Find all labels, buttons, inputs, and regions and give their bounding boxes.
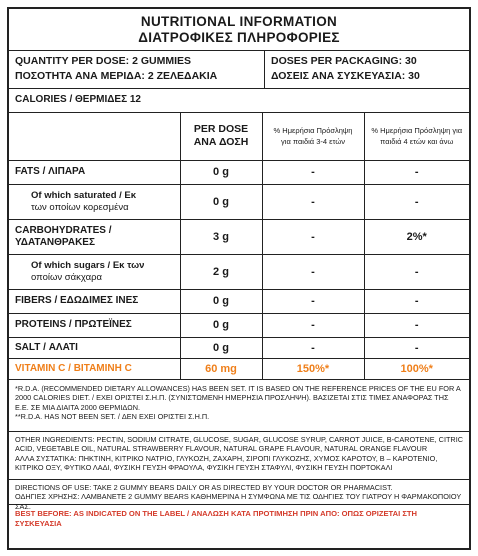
row-value: 2 g	[180, 254, 262, 289]
row-pct-4-plus: -	[364, 184, 469, 219]
quantity-per-dose-gr: ΠΟΣΟΤΗΤΑ ΑΝΑ ΜΕΡΙΔΑ: 2 ΖΕΛΕΔΑΚΙΑ	[15, 70, 218, 82]
row-name-saturated-en: Of which saturated / Εκ	[31, 189, 137, 201]
row-pct-3-4: -	[262, 160, 364, 184]
row-name-fats: FATS / ΛΙΠΑΡΑ	[9, 160, 180, 184]
row-pct-3-4: -	[262, 313, 364, 337]
ingredients-gr: ΑΛΛΑ ΣΥΣΤΑΤΙΚΑ: ΠΗΚΤΙΝΗ, ΚΙΤΡΙΚΟ ΝΑΤΡΙΟ, ΓΛΥΚΟΖΗ, ΖΑΧΑΡΗ, ΣΙΡΟΠΙ ΓΛΥΚΟΖΗΣ, ΧΥΜΟΣ ΚΑΡΟΤΟΥ, Β – ΚΑΡΟΤΕΝΙΟ, ΚΙΤΡΙΚΟ ΟΞΥ, ΦΥΤΙΚΟ ΛΑΔΙ, ΦΥΣΙΚΗ ΓΕΥΣΗ ΦΡΑΟΥΛΑ, ΦΥΣΙΚΗ ΓΕΥΣΗ ΣΤΑΦΥΛΙ, ΦΥΣΙΚΗ ΓΕΥΣΗ ΠΟΡΤΟΚΑΛΙ	[15, 453, 438, 473]
header-pct-4-plus	[364, 113, 469, 160]
directions-en: DIRECTIONS OF USE: TAKE 2 GUMMY BEARS DAILY OR AS DIRECTED BY YOUR DOCTOR OR PHARMACIST.	[15, 482, 393, 492]
row-pct-4-plus: 2%*	[364, 219, 469, 254]
row-pct-4-plus: -	[364, 254, 469, 289]
header-pct-3-4-line1: % Ημερήσια Πρόσληψη	[273, 126, 353, 136]
table-row	[9, 219, 469, 254]
header-pct-3-4	[262, 113, 364, 160]
row-name-saturated	[9, 184, 180, 219]
directions-gr: ΟΔΗΓΙΕΣ ΧΡΗΣΗΣ: ΛΑΜΒΑΝΕΤΕ 2 GUMMY BEARS ΚΑΘΗΜΕΡΙΝΑ Η ΣΥΜΦΩΝΑ ΜΕ ΤΙΣ ΟΔΗΓΙΕΣ ΤΟΥ ΓΙΑΤΡΟΥ Η ΦΑΡΜΑΚΟΠΟΙΟΥ ΣΑΣ.	[15, 492, 462, 511]
header-pct-3-4-line2: για παιδιά 3-4 ετών	[281, 137, 345, 147]
table-row	[9, 160, 469, 184]
row-name-vitamin-c: VITAMIN C / ΒΙΤΑΜΙΝΗ C	[9, 358, 180, 379]
row-pct-4-plus: -	[364, 337, 469, 358]
best-before: BEST BEFORE: AS INDICATED ON THE LABEL / ΑΝΑΛΩΣΗ ΚΑΤΑ ΠΡΟΤΙΜΗΣΗ ΠΡΙΝ ΑΠΟ: ΟΠΩΣ ΟΡΙΖΕΤΑΙ ΣΤΗ ΣΥΣΚΕΥΑΣΙΑ	[15, 508, 418, 528]
row-name-carbs-en: CARBOHYDRATES /	[15, 224, 112, 236]
table-header-row	[9, 113, 469, 160]
row-pct-4-plus: 100%*	[364, 358, 469, 379]
row-value: 3 g	[180, 219, 262, 254]
row-name-salt: SALT / ΑΛΑΤΙ	[9, 337, 180, 358]
quantity-per-dose-en: QUANTITY PER DOSE: 2 GUMMIES	[15, 55, 191, 67]
table-row	[9, 289, 469, 313]
doses-per-packaging	[265, 51, 469, 88]
row-pct-3-4: -	[262, 219, 364, 254]
row-name-saturated-gr: των οποίων κορεσμένα	[31, 201, 129, 213]
header-pct-4-line2: παιδιά 4 ετών και άνω	[380, 137, 454, 147]
rda-footnote	[9, 380, 469, 432]
row-value: 0 g	[180, 160, 262, 184]
header-per-dose	[180, 113, 262, 160]
row-value: 60 mg	[180, 358, 262, 379]
header-empty	[9, 113, 180, 160]
row-pct-3-4: 150%*	[262, 358, 364, 379]
quantity-per-dose	[9, 51, 265, 88]
row-value: 0 g	[180, 337, 262, 358]
row-pct-3-4: -	[262, 184, 364, 219]
table-row	[9, 358, 469, 379]
header-per-dose-gr: ΑΝΑ ΔΟΣΗ	[193, 136, 249, 149]
row-name-sugars-gr: οποίων σάκχαρα	[31, 271, 102, 283]
row-value: 0 g	[180, 313, 262, 337]
rda-note-not-set: **R.D.A. HAS NOT BEEN SET. / ΔΕΝ ΕΧΕΙ ΟΡΙΣΤΕΙ Σ.Η.Π.	[15, 412, 210, 421]
title-greek: ΔΙΑΤΡΟΦΙΚΕΣ ΠΛΗΡΟΦΟΡΙΕΣ	[138, 29, 340, 45]
row-name-fibers: FIBERS / ΕΔΩΔΙΜΕΣ ΙΝΕΣ	[9, 289, 180, 313]
row-value: 0 g	[180, 289, 262, 313]
title-english: NUTRITIONAL INFORMATION	[140, 13, 338, 29]
rda-note-set: *R.D.A. (RECOMMENDED DIETARY ALLOWANCES) HAS BEEN SET. IT IS BASED ON THE REFERENCE PRICES OF THE EU FOR A 2000 CALORIES DIET. / ΕΧΕΙ ΟΡΙΣΤΕΙ Σ.Η.Π. (ΣΥΝΙΣΤΩΜΕΝΗ ΗΜΕΡΗΣΙΑ ΠΡΟΣΛΗΨΗ). ΒΑΣΙΖΕΤΑΙ ΣΤΙΣ ΤΙΜΕΣ ΑΝΑΦΟΡΑΣ ΤΗΣ Ε.Ε. ΣΕ ΜΙΑ ΔΙΑΙΤΑ 2000 ΘΕΡΜΙΔΩΝ.	[15, 383, 461, 412]
row-pct-3-4: -	[262, 254, 364, 289]
row-pct-4-plus: -	[364, 160, 469, 184]
row-value: 0 g	[180, 184, 262, 219]
calories-row: CALORIES / ΘΕΡΜΙΔΕΣ 12	[9, 89, 469, 113]
ingredients-section	[9, 432, 469, 480]
directions-section	[9, 480, 469, 511]
table-row	[9, 254, 469, 289]
nutrition-table	[9, 113, 469, 380]
row-name-proteins: PROTEINS / ΠΡΩΤΕΪΝΕΣ	[9, 313, 180, 337]
doses-per-packaging-gr: ΔΟΣΕΙΣ ΑΝΑ ΣΥΣΚΕΥΑΣΙΑ: 30	[271, 70, 420, 82]
row-pct-3-4: -	[262, 289, 364, 313]
nutrition-label	[7, 7, 471, 550]
row-name-sugars	[9, 254, 180, 289]
ingredients-en: OTHER INGREDIENTS: PECTIN, SODIUM CITRATE, GLUCOSE, SUGAR, GLUCOSE SYRUP, CARROT JUICE, B-CAROTENE, CITRIC ACID, VEGETABLE OIL, NATURAL STRAWBERRY FLAVOUR, NATURAL GRAPE FLAVOUR, NATURAL ORANGE FLAVOUR	[15, 434, 464, 454]
table-row	[9, 184, 469, 219]
header-pct-4-line1: % Ημερήσια Πρόσληψη για	[371, 126, 463, 136]
row-name-carbohydrates	[9, 219, 180, 254]
row-name-carbs-gr: ΥΔΑΤΑΝΘΡΑΚΕΣ	[15, 236, 95, 248]
row-name-sugars-en: Of which sugars / Εκ των	[31, 259, 145, 271]
doses-per-packaging-en: DOSES PER PACKAGING: 30	[271, 55, 417, 67]
header-per-dose-en: PER DOSE	[193, 123, 249, 136]
label-title	[9, 9, 469, 51]
row-pct-4-plus: -	[364, 313, 469, 337]
table-row	[9, 337, 469, 358]
row-pct-3-4: -	[262, 337, 364, 358]
row-pct-4-plus: -	[364, 289, 469, 313]
table-row	[9, 313, 469, 337]
dose-info-row	[9, 51, 469, 89]
